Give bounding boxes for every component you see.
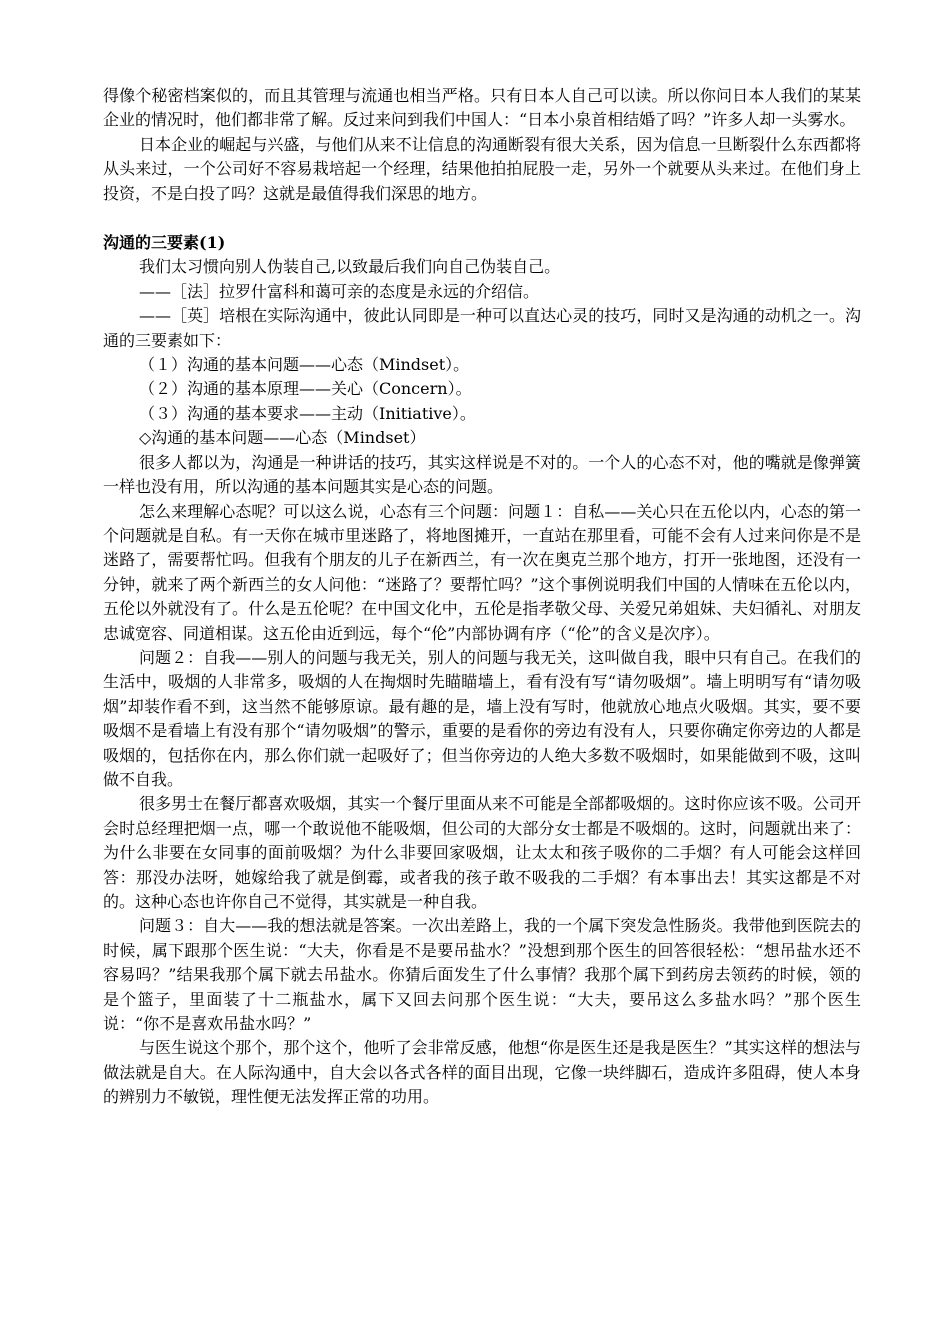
quote-english: ——［英］培根在实际沟通中，彼此认同即是一种可以直达心灵的技巧，同时又是沟通的动机之一。沟通的三要素如下： bbox=[103, 306, 861, 350]
body-paragraph: 很多人都以为，沟通是一种讲话的技巧，其实这样说是不对的。一个人的心态不对，他的嘴就是像弹簧一样也没有用，所以沟通的基本问题其实是心态的问题。 bbox=[103, 452, 861, 497]
list-item: （２）沟通的基本原理——关心（Concern）。 bbox=[139, 379, 472, 399]
subheading: ◇沟通的基本问题——心态（Mindset） bbox=[139, 428, 426, 448]
list-item: （３）沟通的基本要求——主动（Initiative）。 bbox=[139, 403, 476, 423]
body-paragraph: 问题２：自我——别人的问题与我无关，别人的问题与我无关，这叫做自我，眼中只有自己。在我们的生活中，吸烟的人非常多，吸烟的人在掏烟时先瞄瞄墙上，看有没有写“请勿吸烟”。墙上明明写有“请勿吸烟”却装作看不到，这当然不能够原谅。最有趣的是，墙上没有写时，他就放心地点火吸烟。其实，要不要吸烟不是看墙上有没有那个“请勿吸烟”的警示，重要的是看你的旁边有没有人，只要你确定你旁边的人都是吸烟的，包括你在内，那么你们就一起吸好了；但当你旁边的人绝大多数不吸烟时，如果能做到不吸，这叫做不自我。 bbox=[103, 647, 861, 789]
body-paragraph: 问题３：自大——我的想法就是答案。一次出差路上，我的一个属下突发急性肠炎。我带他到医院去的时候，属下跟那个医生说：“大夫，你看是不是要吊盐水？”没想到那个医生的回答很轻松：“想吊盐水还不容易吗？”结果我那个属下就去吊盐水。你猜后面发生了什么事情？我那个属下到药房去领药的时候，领的是个篮子，里面装了十二瓶盐水，属下又回去问那个医生说：“大夫，要吊这么多盐水吗？”那个医生说：“你不是喜欢吊盐水吗？” bbox=[103, 916, 861, 1034]
paragraph-gap bbox=[103, 206, 861, 231]
document-page bbox=[103, 84, 861, 1110]
quote-french: ——［法］拉罗什富科和蔼可亲的态度是永远的介绍信。 bbox=[139, 281, 540, 301]
list-item: （１）沟通的基本问题——心态（Mindset）。 bbox=[139, 355, 470, 375]
section-title: 沟通的三要素(1) bbox=[103, 233, 226, 253]
paragraph: 得像个秘密档案似的，而且其管理与流通也相当严格。只有日本人自己可以读。所以你问日本人我们的某某企业的情况时，他们都非常了解。反过来问到我们中国人：“日本小泉首相结婚了吗？”许多人却一头雾水。 bbox=[103, 86, 861, 130]
body-paragraph: 很多男士在餐厅都喜欢吸烟，其实一个餐厅里面从来不可能是全部都吸烟的。这时你应该不吸。公司开会时总经理把烟一点，哪一个敢说他不能吸烟，但公司的大部分女士都是不吸烟的。这时，问题就出来了：为什么非要在女同事的面前吸烟？为什么非要回家吸烟，让太太和孩子吸你的二手烟？有人可能会这样回答：那没办法呀，她嫁给我了就是倒霉，或者我的孩子敢不吸我的二手烟？有本事出去！其实这都是不对的。这种心态也许你自己不觉得，其实就是一种自我。 bbox=[103, 794, 861, 911]
intro-paragraph: 我们太习惯向别人伪装自己,以致最后我们向自己伪装自己。 bbox=[139, 257, 561, 277]
paragraph: 日本企业的崛起与兴盛，与他们从来不让信息的沟通断裂有很大关系，因为信息一旦断裂什么东西都将从头来过，一个公司好不容易栽培起一个经理，结果他拍拍屁股一走，另外一个就要从头来过。在他们身上投资，不是白投了吗？这就是最值得我们深思的地方。 bbox=[103, 134, 861, 203]
body-paragraph: 与医生说这个那个，那个这个，他听了会非常反感，他想“你是医生还是我是医生？”其实这样的想法与做法就是自大。在人际沟通中，自大会以各式各样的面目出现，它像一块绊脚石，造成许多阻碍，使人本身的辨别力不敏锐，理性便无法发挥正常的功用。 bbox=[103, 1038, 861, 1107]
body-paragraph: 怎么来理解心态呢？可以这么说，心态有三个问题：问题１：自私——关心只在五伦以内，心态的第一个问题就是自私。有一天你在城市里迷路了，将地图摊开，一直站在那里看，可能不会有人过来问你是不是迷路了，需要帮忙吗。但我有个朋友的儿子在新西兰，有一次在奥克兰那个地方，打开一张地图，还没有一分钟，就来了两个新西兰的女人问他：“迷路了？要帮忙吗？”这个事例说明我们中国的人情味在五伦以内，五伦以外就没有了。什么是五伦呢？在中国文化中，五伦是指孝敬父母、关爱兄弟姐妹、夫妇循礼、对朋友忠诚宽容、同道相谋。这五伦由近到远，每个“伦”内部协调有序（“伦”的含义是次序）。 bbox=[103, 501, 861, 643]
